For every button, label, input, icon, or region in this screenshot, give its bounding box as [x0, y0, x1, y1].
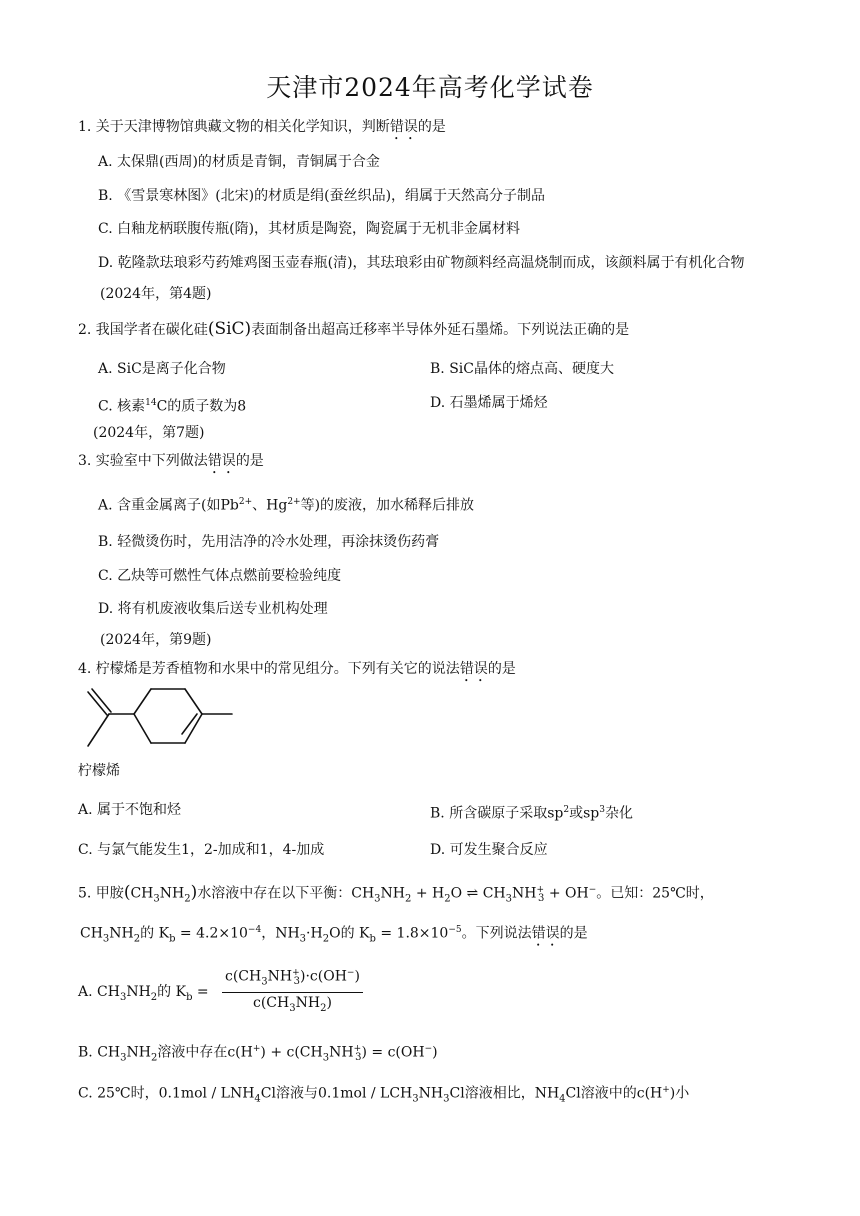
- q2-option-b: B. SiC晶体的熔点高、硬度大: [430, 361, 614, 377]
- q1-option-b: B. 《雪景寒林图》(北宋)的材质是绢(蚕丝织品)，绢属于天然高分子制品: [98, 188, 546, 204]
- q2-option-d: D. 石墨烯属于烯烃: [430, 395, 548, 411]
- q3-option-a: A. 含重金属离子(如$Pb^{2+}$、$Hg^{2+}$等)的废液，加水稀释后排放: [98, 497, 475, 514]
- q5-option-a-fraction: $c(CH_3NH^+_3)\cdot c(OH^-)$ $c(CH_3NH_2)$: [222, 963, 363, 1019]
- limonene-structure-image: [80, 684, 240, 754]
- q1-option-c: C. 白釉龙柄联腹传瓶(隋)，其材质是陶瓷，陶瓷属于无机非金属材料: [98, 221, 521, 237]
- q5-option-b: B. $CH_3NH_2$溶液中存在$c(H^+) + c(CH_3NH^+_3) = c(OH^-)$: [78, 1044, 438, 1064]
- question-4-stem: 4. 柠檬烯是芳香植物和水果中的常见组分。下列有关它的说法错误的是: [78, 661, 516, 677]
- q1-option-d: D. 乾隆款珐琅彩芍药雉鸡图玉壶春瓶(清)，其珐琅彩由矿物颜料经高温烧制而成，该颜料属于有机化合物: [98, 255, 745, 271]
- q4-option-c: C. 与氯气能发生1，2-加成和1，4-加成: [78, 842, 325, 858]
- limonene-caption: 柠檬烯: [78, 763, 120, 779]
- question-3-stem: 3. 实验室中下列做法错误的是: [78, 453, 264, 469]
- q5-option-c: C. 25℃时，$0.1mol / LNH_4Cl$溶液与$0.1mol / LCH_3NH_3Cl$溶液相比，$NH_4Cl$溶液中的c(H+)小: [78, 1085, 690, 1105]
- q1-option-a: A. 太保鼎(西周)的材质是青铜，青铜属于合金: [98, 154, 380, 170]
- q1-source: (2024年，第4题): [100, 286, 212, 302]
- q2-option-a: A. SiC是离子化合物: [98, 361, 226, 377]
- q3-option-b: B. 轻微烫伤时，先用洁净的冷水处理，再涂抹烫伤药膏: [98, 534, 440, 550]
- question-5-stem-line1: 5. 甲胺$(CH_3NH_2)$水溶液中存在以下平衡：$CH_3NH_2 + H_2O$ ⇌ $CH_3NH^+_3 + OH^-$。已知：25℃时，: [78, 882, 714, 905]
- question-2-stem: 2. 我国学者在碳化硅(SiC)表面制备出超高迁移率半导体外延石墨烯。下列说法正确的是: [78, 319, 630, 339]
- question-5-stem-line2: $CH_3NH_2$的 $K_b = 4.2\times 10^{-4}$，$NH_3\cdot H_2O$的 $K_b = 1.8\times 10^{-5}$。下列说法错误的是: [80, 925, 588, 945]
- q4-option-a: A. 属于不饱和烃: [78, 802, 182, 818]
- page-title: 天津市2024年高考化学试卷: [266, 73, 594, 102]
- question-1-stem: 1. 关于天津博物馆典藏文物的相关化学知识，判断错误的是: [78, 119, 446, 135]
- q2-option-c: C. 核素$^{14}$C的质子数为8: [98, 398, 247, 415]
- q3-option-c: C. 乙炔等可燃性气体点燃前要检验纯度: [98, 568, 342, 584]
- q3-source: (2024年，第9题): [100, 632, 212, 648]
- q4-option-d: D. 可发生聚合反应: [430, 842, 548, 858]
- q2-source: (2024年，第7题): [93, 425, 205, 441]
- q3-option-d: D. 将有机废液收集后送专业机构处理: [98, 601, 328, 617]
- q5-option-a-lead: A. $CH_3NH_2$的 $K_b$ =: [78, 984, 209, 1003]
- q4-option-b: B. 所含碳原子采取$sp^2$或$sp^3$杂化: [430, 805, 633, 822]
